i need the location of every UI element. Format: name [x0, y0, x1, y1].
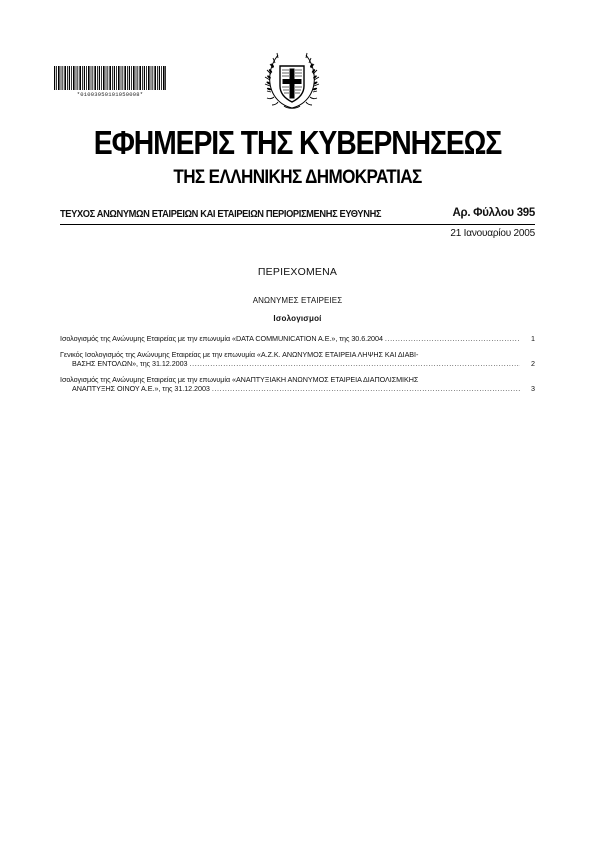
- toc-entry[interactable]: [60, 350, 535, 369]
- toc-page-number: 3: [531, 384, 535, 394]
- toc-page-number: 2: [531, 359, 535, 369]
- section-heading: ΑΝΩΝΥΜΕΣ ΕΤΑΙΡΕΙΕΣ: [252, 296, 343, 305]
- issue-info-bar: [60, 209, 535, 223]
- gazette-subtitle: ΤΗΣ ΕΛΛΗΝΙΚΗΣ ΔΗΜΟΚΡΑΤΙΑΣ: [173, 167, 422, 188]
- toc-entry-text-continued: ΑΝΑΠΤΥΞΗΣ ΟΙΝΟΥ Α.Ε.», της 31.12.2003: [72, 384, 210, 394]
- contents-heading: ΠΕΡΙΕΧΟΜΕΝΑ: [257, 266, 338, 278]
- sheet-number: Αρ. Φύλλου 395: [452, 207, 535, 219]
- subsection-heading: Ισολογισμοί: [273, 314, 322, 323]
- table-of-contents: [60, 334, 535, 400]
- barcode: [54, 66, 166, 90]
- issue-divider: [60, 224, 535, 225]
- toc-entry-text: Ισολογισμός της Ανώνυμης Εταιρείας με την επωνυμία «ΑΝΑΠΤΥΞΙΑΚΗ ΑΝΩΝΥΜΟΣ ΕΤΑΙΡΕΙΑ ΔΙΑΠΟΛΙΣΜΙΚΗΣ: [60, 374, 419, 384]
- toc-leader-dots: [190, 359, 521, 369]
- toc-entry[interactable]: [60, 334, 535, 344]
- toc-page-number: 1: [531, 334, 535, 343]
- toc-entry-text: Ισολογισμός της Ανώνυμης Εταιρείας με την επωνυμία «DATA COMMUNICATION A.E.», της 30.6.2004: [60, 334, 383, 343]
- toc-leader-dots: [385, 334, 520, 344]
- issue-date: 21 Ιανουαρίου 2005: [450, 228, 535, 239]
- greek-coat-of-arms-emblem: [262, 46, 322, 112]
- issue-type: ΤΕΥΧΟΣ ΑΝΩΝΥΜΩΝ ΕΤΑΙΡΕΙΩΝ ΚΑΙ ΕΤΑΙΡΕΙΩΝ ΠΕΡΙΟΡΙΣΜΕΝΗΣ ΕΥΘΥΝΗΣ: [60, 209, 382, 220]
- barcode-number: *01003950101050008*: [76, 91, 144, 98]
- toc-entry-text: Γενικός Ισολογισμός της Ανώνυμης Εταιρείας με την επωνυμία «Α.Ζ.Κ. ΑΝΩΝΥΜΟΣ ΕΤΑΙΡΕΙΑ ΛΗΨΗΣ ΚΑΙ ΔΙΑΒΙ-: [60, 349, 419, 359]
- toc-leader-dots: [212, 384, 520, 394]
- toc-entry-text-continued: ΒΑΣΗΣ ΕΝΤΟΛΩΝ», της 31.12.2003: [72, 359, 188, 369]
- toc-entry[interactable]: [60, 375, 535, 394]
- gazette-title: ΕΦΗΜΕΡΙΣ ΤΗΣ ΚΥΒΕΡΝΗΣΕΩΣ: [93, 124, 502, 161]
